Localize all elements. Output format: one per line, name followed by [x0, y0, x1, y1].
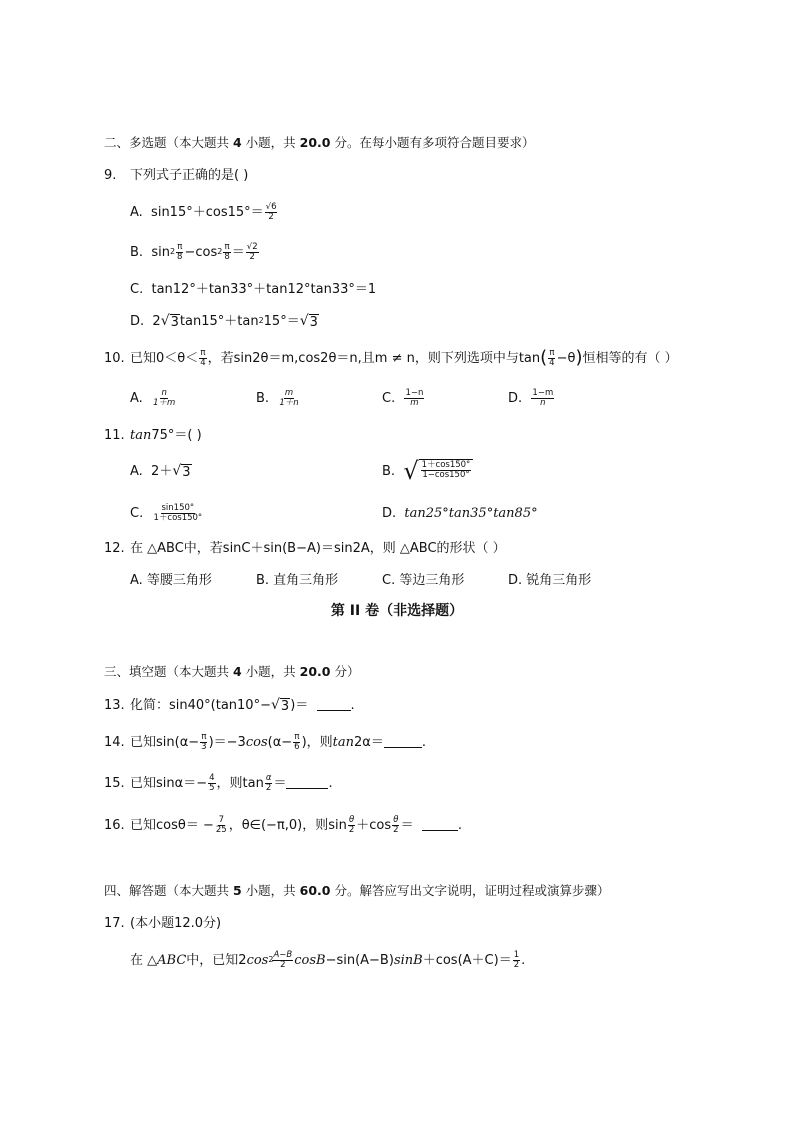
question-number: 15. — [104, 775, 125, 791]
question-number: 11. — [104, 428, 125, 443]
punctuation: . — [521, 952, 526, 968]
question-stem: 2α＝ — [354, 734, 384, 750]
option-label: B. — [382, 463, 396, 479]
question-stem: cosB — [294, 952, 326, 968]
q10-option-c: C. $\frac{1-n}{m}$ — [382, 387, 424, 408]
question-stem: cos — [245, 734, 268, 750]
section-text: 四、解答题（本大题共 — [104, 883, 233, 898]
question-number: 9. — [104, 168, 117, 183]
q10-option-a: A. $\frac{n}{1+m}$ — [130, 387, 176, 408]
q11-option-c: C. $\frac{\sin 150^\circ}{1+\cos 150^\circ}$ — [130, 502, 203, 523]
question-stem: 中，已知2 — [186, 952, 247, 968]
q12-option-a: A. 等腰三角形 — [130, 573, 212, 588]
question-number: 17. — [104, 916, 125, 931]
question-count: 4 — [232, 135, 242, 150]
answer-blank[interactable] — [286, 778, 328, 789]
question-number: 16. — [104, 817, 125, 833]
option-label: C. — [130, 282, 144, 297]
question-stem: ＋cos — [356, 817, 392, 833]
q10-option-d: D. $\frac{1-m}{n}$ — [508, 387, 554, 408]
q9-option-c — [130, 283, 376, 296]
question-score: (本小题12.0分) — [130, 916, 222, 931]
question-stem: 已知sin(α− — [130, 734, 200, 750]
q12-option-c: C. 等边三角形 — [382, 573, 465, 588]
section-text: 分。解答应写出文字说明，证明过程或演算步骤） — [330, 883, 610, 898]
question-stem: 已知cosθ＝ − — [130, 817, 214, 833]
question-stem: tan — [332, 734, 355, 750]
option-label: C. — [382, 390, 396, 406]
question-stem: cos — [246, 952, 269, 968]
q11-option-a: A. 2＋ √ 3 — [130, 462, 191, 480]
question-9 — [104, 169, 248, 182]
question-stem: 恒相等的有（ ） — [582, 350, 678, 366]
option-label: A. — [130, 463, 143, 479]
answer-blank[interactable] — [422, 820, 458, 831]
answer-blank[interactable] — [384, 737, 422, 748]
question-number: 10. — [104, 350, 125, 366]
option-label: D. — [382, 506, 397, 521]
section-text: 二、多选题（本大题共 — [104, 135, 233, 150]
score-value: 20.0 — [299, 664, 331, 679]
section-text: 分） — [330, 664, 360, 679]
option-text: tan25°tan35°tan85° — [404, 506, 538, 521]
section-header-solutions — [104, 885, 609, 898]
punctuation: . — [421, 734, 427, 750]
question-stem: tan — [130, 428, 152, 443]
question-12 — [104, 542, 506, 555]
option-text: tan12°＋tan33°＋tan12°tan33°＝1 — [151, 282, 377, 297]
question-count: 4 — [232, 664, 242, 679]
section-text: 三、填空题（本大题共 — [104, 664, 233, 679]
option-label: D. — [130, 313, 145, 329]
question-number: 12. — [104, 541, 125, 556]
question-14: 14. 已知sin(α− $\frac{\pi}{3}$ )＝−3 cos (α− $\frac{\pi}{6}$ )，则 tan 2α＝ . — [104, 731, 427, 752]
question-stem: ，则tan — [216, 775, 264, 791]
question-count: 5 — [232, 883, 242, 898]
question-number: 13. — [104, 697, 125, 713]
punctuation: . — [350, 697, 355, 713]
question-stem: ＝ — [400, 817, 414, 833]
option-label: B. — [130, 244, 144, 260]
section-text: 小题，共 — [241, 883, 300, 898]
question-stem: ABC — [157, 952, 187, 968]
score-value: 20.0 — [299, 135, 331, 150]
question-15: 15. 已知sinα＝− $\frac{4}{5}$ ，则tan $\frac{\alpha}{2}$ ＝ . — [104, 772, 333, 793]
q11-option-b: B. √ $\frac{1+\cos 150^\circ}{1-\cos 150^\circ}$ — [382, 455, 473, 487]
question-stem: ＋cos(A＋C)＝ — [422, 952, 512, 968]
question-stem: 已知sinα＝− — [130, 775, 208, 791]
section-header-fill-in — [104, 666, 359, 679]
option-label: D. — [508, 390, 523, 406]
section-text: 分。在每小题有多项符合题目要求） — [330, 135, 535, 150]
question-stem: 在 △ — [130, 952, 158, 968]
question-stem: −sin(A−B) — [325, 952, 394, 968]
option-label: B. — [256, 390, 270, 406]
question-stem: 在 △ABC中，若sinC＋sin(B−A)＝sin2A，则 △ABC的形状（ ） — [130, 541, 506, 556]
answer-blank[interactable] — [317, 700, 351, 711]
section-text: 小题，共 — [241, 135, 300, 150]
question-stem: )＝ — [290, 697, 309, 713]
question-stem: ，若sin2θ＝m,cos2θ＝n,且m ≠ n，则下列选项中与tan — [207, 350, 541, 366]
question-stem: )＝−3 — [208, 734, 246, 750]
q9-option-b: B. sin 2 $\frac{\pi}{8}$ −cos 2 $\frac{\pi}{8}$ ＝ $\frac{√2}{2}$ — [130, 241, 258, 262]
q12-option-b: B. 直角三角形 — [256, 573, 339, 588]
punctuation: . — [328, 775, 333, 791]
part-title: 第 II 卷（非选择题） — [330, 603, 464, 619]
option-label: A. — [130, 390, 143, 406]
option-label: C. — [130, 505, 144, 521]
question-stem: 化简：sin40°(tan10°− — [130, 697, 271, 713]
question-11 — [104, 429, 202, 442]
question-stem: 下列式子正确的是( ) — [130, 168, 249, 183]
section-text: 小题，共 — [241, 664, 300, 679]
section-header-multiple-choice — [104, 137, 534, 150]
punctuation: . — [457, 817, 462, 833]
question-stem: (α− — [267, 734, 293, 750]
question-number: 14. — [104, 734, 125, 750]
question-stem: ，θ∈(−π,0)，则sin — [228, 817, 347, 833]
option-label: A. — [130, 204, 143, 220]
question-10: 10. 已知0＜θ＜ $\frac{\pi}{4}$ ，若sin2θ＝m,cos2θ＝n,且m ≠ n，则下列选项中与tan ( $\frac{\pi}{4}$ −θ ) 恒相等的有（ ） — [104, 347, 678, 368]
question-stem: 75°＝( ) — [151, 428, 202, 443]
question-stem: )，则 — [301, 734, 333, 750]
q9-option-d: D. 2 √ 3 tan15°＋tan 2 15°＝ √ 3 — [130, 312, 318, 330]
question-stem: ＝ — [273, 775, 287, 791]
question-17-stem: 在 △ ABC 中，已知2 cos 2 $\frac{A-B}{2}$ cosB −sin(A−B) sinB ＋cos(A＋C)＝ $\frac{1}{2}$ . — [130, 949, 526, 970]
question-17 — [104, 917, 221, 930]
q12-option-d: D. 锐角三角形 — [508, 573, 592, 588]
score-value: 60.0 — [299, 883, 331, 898]
q10-option-b: B. $\frac{m}{1+n}$ — [256, 387, 299, 408]
question-13: 13. 化简：sin40°(tan10°− √ 3 )＝ . — [104, 696, 355, 714]
q11-option-d — [382, 507, 538, 520]
question-stem: 已知0＜θ＜ — [130, 350, 199, 366]
question-stem: sinB — [393, 952, 423, 968]
question-16: 16. 已知cosθ＝ − $\frac{7}{25}$ ，θ∈(−π,0)，则sin $\frac{\theta}{2}$ ＋cos $\frac{\theta}{2}$ ＝ . — [104, 814, 462, 835]
q9-option-a: A. sin15°＋cos15°＝ $\frac{√6}{2}$ — [130, 201, 277, 222]
